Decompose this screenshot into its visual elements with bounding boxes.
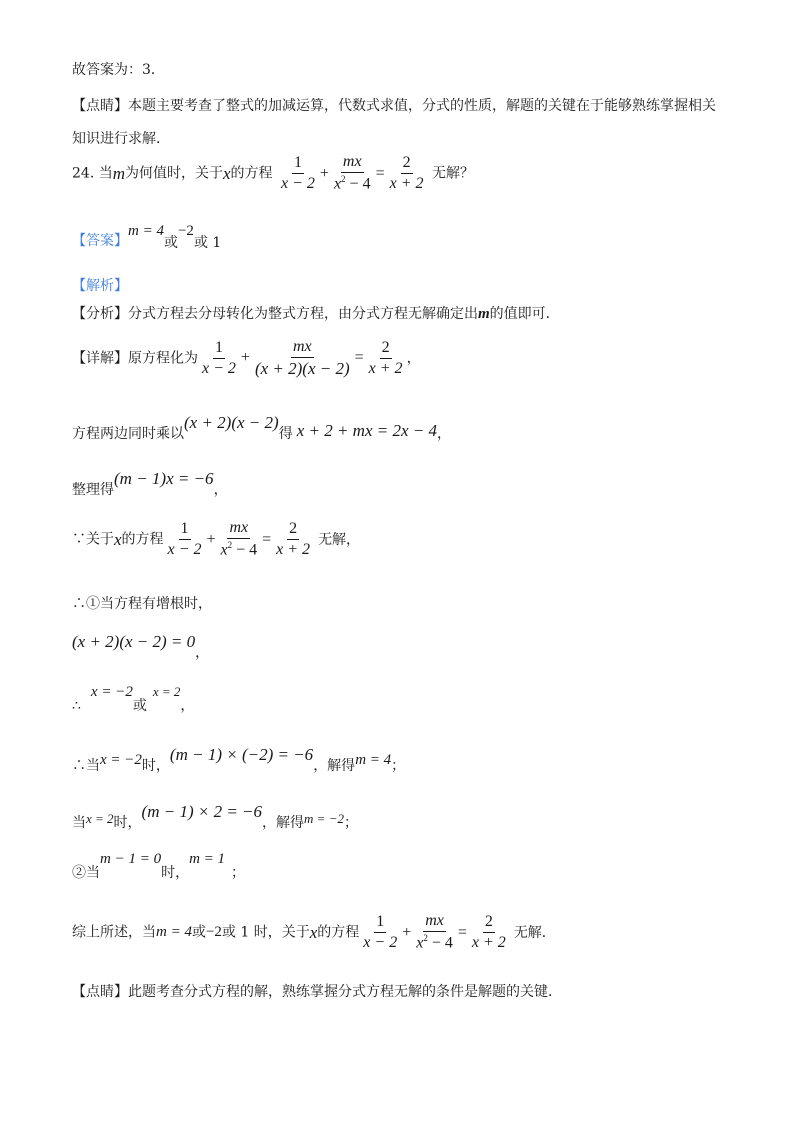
- detail-line: 【详解】原方程化为 $\frac{1}{x - 2}$ + $\frac{mx}{(x + 2)(x - 2)}$ = $\frac{2}{x + 2}$ ，: [72, 338, 421, 379]
- summary-line: 综上所述，当m = 4或−2或 1 时，关于x的方程 $\frac{1}{x - 2}$ + $\frac{mx}{x^2 - 4}$ = $\frac{2}{x + 2}$ 无解．: [72, 912, 556, 952]
- case-1-line: ∴①当方程有增根时，: [72, 596, 212, 612]
- remark-line: 【点睛】此题考查分式方程的解，熟练掌握分式方程无解的条件是解题的关键．: [72, 984, 562, 1000]
- roots-line: ∴x = −2或x = 2，: [72, 684, 195, 714]
- simplify-line: 整理得(m − 1)x = −6，: [72, 469, 228, 498]
- zero-product-line: (x + 2)(x − 2) = 0，: [72, 632, 210, 661]
- analysis-line: 【分析】分式方程去分母转化为整式方程，由分式方程无解确定出m的值即可．: [72, 306, 560, 322]
- substitute-2-line: 当x = 2时，(m − 1) × 2 = −6，解得m = −2；: [72, 802, 358, 831]
- answer-line: 【答案】m = 4或−2或 1: [72, 223, 222, 251]
- fraction-2-over-x-plus-2: $\frac{2}{x + 2}$: [389, 153, 424, 193]
- question-24: 24. 当m为何值时，关于x的方程 $\frac{1}{x - 2}$ + $\frac{mx}{x^2 - 4}$ = $\frac{2}{x + 2}$ 无解？: [72, 153, 474, 193]
- analysis-tag: 【解析】: [72, 278, 128, 294]
- because-line: ∵关于x的方程 $\frac{1}{x - 2}$ + $\frac{mx}{x^2 - 4}$ = $\frac{2}{x + 2}$ 无解，: [72, 519, 361, 559]
- remark-prev-line2: 知识进行求解．: [72, 131, 170, 147]
- previous-answer: 故答案为：3．: [72, 62, 165, 78]
- multiply-line: 方程两边同时乘以(x + 2)(x − 2)得 x + 2 + mx = 2x − 4，: [72, 413, 451, 442]
- answer-tag: 【答案】: [72, 233, 128, 249]
- fraction-1-over-x-minus-2: $\frac{1}{x - 2}$: [281, 153, 315, 193]
- substitute-1-line: ∴当x = −2时，(m − 1) × (−2) = −6，解得m = 4；: [72, 745, 406, 774]
- fraction-mx-over-product: $\frac{mx}{(x + 2)(x - 2)}$: [254, 338, 350, 379]
- remark-prev-line1: 【点睛】本题主要考查了整式的加减运算，代数式求值，分式的性质，解题的关键在于能够熟练掌握相关: [72, 98, 716, 114]
- fraction-mx-over-x2-minus-4: $\frac{mx}{x^2 - 4}$: [333, 153, 371, 193]
- case-2-line: ②当m − 1 = 0时，m = 1；: [72, 851, 246, 881]
